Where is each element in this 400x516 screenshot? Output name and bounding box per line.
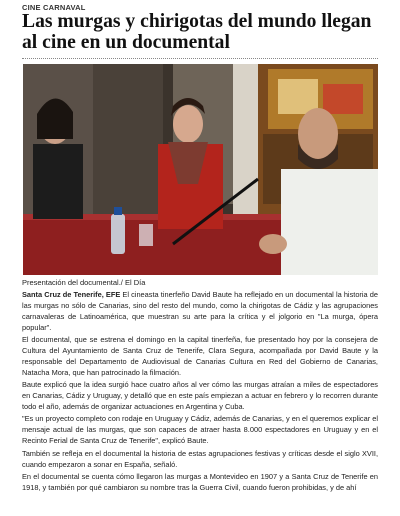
paragraph-1-text: El cineasta tinerfeño David Baute ha reflejado en un documental la historia de las murgas no sólo de Canarias, sino del resto del mundo, como la chirigotas de Cádiz y las agrupaciones carnavaleras de Latinoamérica, que muestran su arte para la crítica y el jolgorio en "La murga, ópera popular". [22, 290, 378, 332]
paragraph-3: Baute explicó que la idea surgió hace cuatro años al ver cómo las murgas atraían a miles de espectadores en Canarias, Cádiz y Uruguay, y detalló que en este país empiezan a actuar en febrero y lo recorren durante todo el año, además de organizar actuaciones en Argentina y Cuba. [22, 380, 378, 412]
paragraph-6: En el documental se cuenta cómo llegaron las murgas a Montevideo en 1907 y a Santa Cruz de Tenerife en 1918, y también por qué cambiaron su nombre tras la Guerra Civil, cuando fueron prohibidas, y de ahí [22, 472, 378, 492]
section-label: CINE CARNAVAL [22, 3, 86, 12]
paragraph-2: El documental, que se estrena el domingo en la capital tinerfeña, fue presentado hoy por la consejera de Cultura del Ayuntamiento de Santa Cruz de Tenerife, Clara Segura, acompañada por David Baute y la responsable del Departamento de Audiovisual de Canarias Cultura en Red del Gobierno de Canarias, Natacha Mora, que han patrocinado la filmación. [22, 335, 378, 377]
paragraph-1 [22, 290, 378, 334]
paragraph-4: "Es un proyecto completo con rodaje en Uruguay y Cádiz, además de Canarias, y en el queremos explicar el mensaje actual de las murgas, que son capaces de atraer hasta 8.000 espectadores en Uruguay y en el Recinto Ferial de Santa Cruz de Tenerife", explicó Baute. [22, 414, 378, 446]
photo-caption: Presentación del documental./ El Día [22, 278, 146, 287]
divider [22, 58, 378, 59]
dateline: Santa Cruz de Tenerife, EFE [22, 290, 121, 299]
article-body [22, 290, 378, 494]
article-photo [23, 64, 378, 275]
paragraph-5: También se refleja en el documental la historia de estas agrupaciones festivas y críticas desde el siglo XVII, cuando empezaron a sonar en España, señaló. [22, 448, 378, 469]
headline: Las murgas y chirigotas del mundo llegan al cine en un documental [22, 11, 372, 53]
photo-illustration [23, 64, 378, 275]
